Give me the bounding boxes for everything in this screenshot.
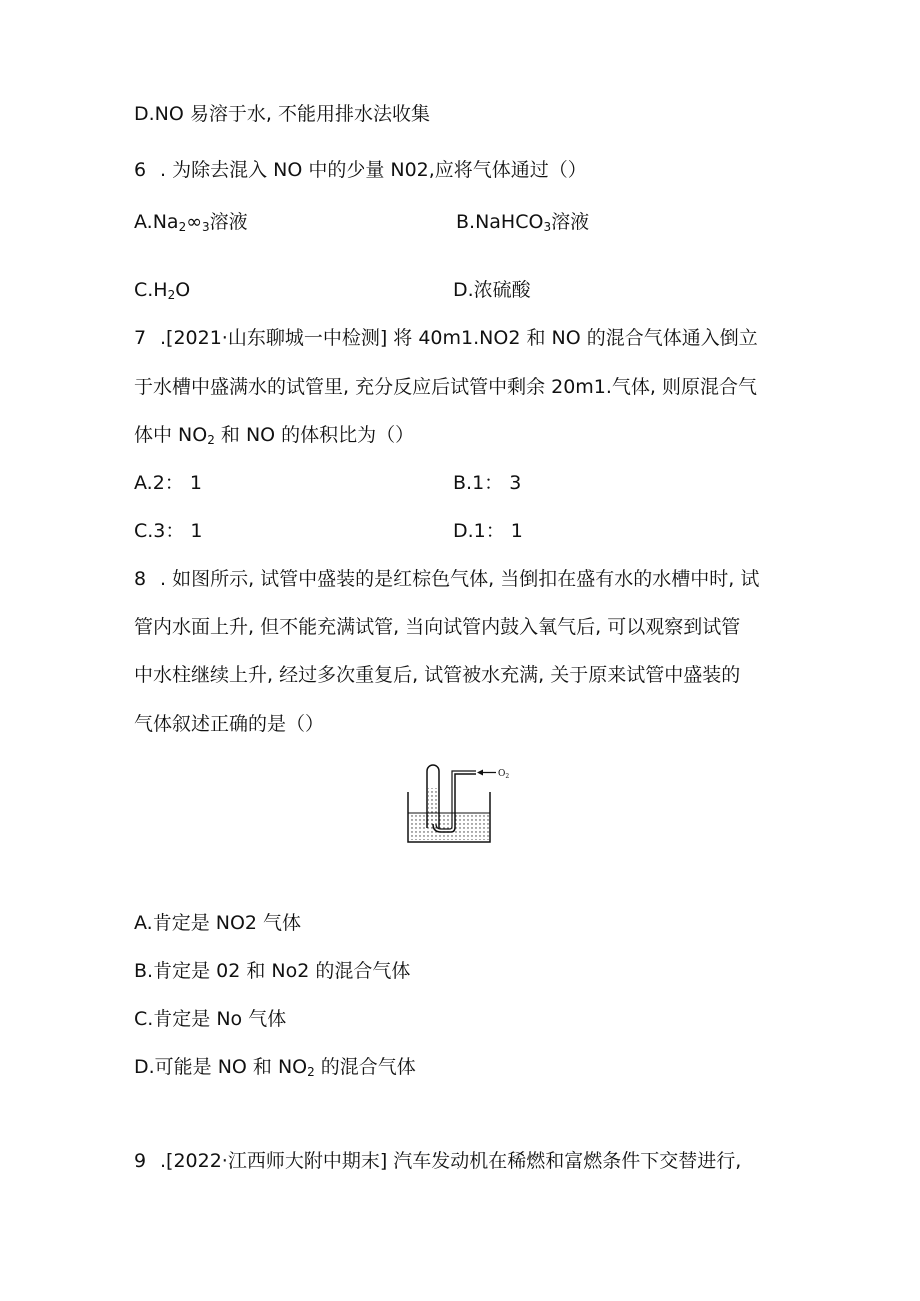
- option-6a: $A.Na_2\infty_3$溶液: [134, 211, 248, 234]
- trough-water: [409, 813, 489, 840]
- question-7-line-1: 7 .[2021·山东聊城一中检测] 将 40m1.NO2 和 NO 的混合气体通入倒立: [134, 327, 758, 349]
- question-8-line-3: 中水柱继续上升, 经过多次重复后, 试管被水充满, 关于原来试管中盛装的: [134, 664, 741, 686]
- question-number: 8: [134, 568, 147, 590]
- question-8-line-1: 8 . 如图所示, 试管中盛装的是红棕色气体, 当倒扣在盛有水的水槽中时, 试: [134, 568, 760, 590]
- option-7a: A.2： 1: [134, 472, 202, 494]
- option-6c: $C.H_2O$: [134, 279, 191, 302]
- tube-water: [428, 788, 438, 828]
- question-number: 9: [134, 1150, 147, 1172]
- question-9: 9 .[2022·江西师大附中期末] 汽车发动机在稀燃和富燃条件下交替进行,: [134, 1150, 742, 1172]
- question-8-line-2: 管内水面上升, 但不能充满试管, 当向试管内鼓入氧气后, 可以观察到试管: [134, 616, 741, 638]
- option-8a: A.肯定是 NO2 气体: [134, 912, 302, 934]
- arrow-icon: [477, 770, 483, 776]
- option-8c: C.肯定是 No 气体: [134, 1008, 287, 1030]
- option-7c: C.3： 1: [134, 520, 203, 542]
- oxygen-label: $O_2$: [498, 769, 510, 780]
- option-6b: B.NaHCO$_3$溶液: [456, 211, 590, 234]
- question-number: 6: [134, 159, 147, 181]
- question-6: 6 . 为除去混入 NO 中的少量 N02,应将气体通过（）: [134, 159, 587, 181]
- option-8b: B.肯定是 02 和 No2 的混合气体: [134, 960, 411, 982]
- question-number: 7: [134, 327, 147, 349]
- question-7-line-2: 于水槽中盛满水的试管里, 充分反应后试管中剩余 20m1.气体, 则原混合气: [134, 376, 758, 398]
- option-7b: B.1： 3: [453, 472, 522, 494]
- test-tube-water-trough-figure: [406, 758, 522, 844]
- question-8-line-4: 气体叙述正确的是（）: [134, 713, 325, 735]
- option-7d: D.1： 1: [453, 520, 523, 542]
- question-7-line-3: 体中 $NO_2$ 和 NO 的体积比为（）: [134, 424, 415, 447]
- option-6d: D.浓硫酸: [453, 279, 531, 301]
- option-5d: D.NO 易溶于水, 不能用排水法收集: [134, 103, 430, 125]
- option-8d: D.可能是 NO 和 $NO_2$ 的混合气体: [134, 1056, 416, 1079]
